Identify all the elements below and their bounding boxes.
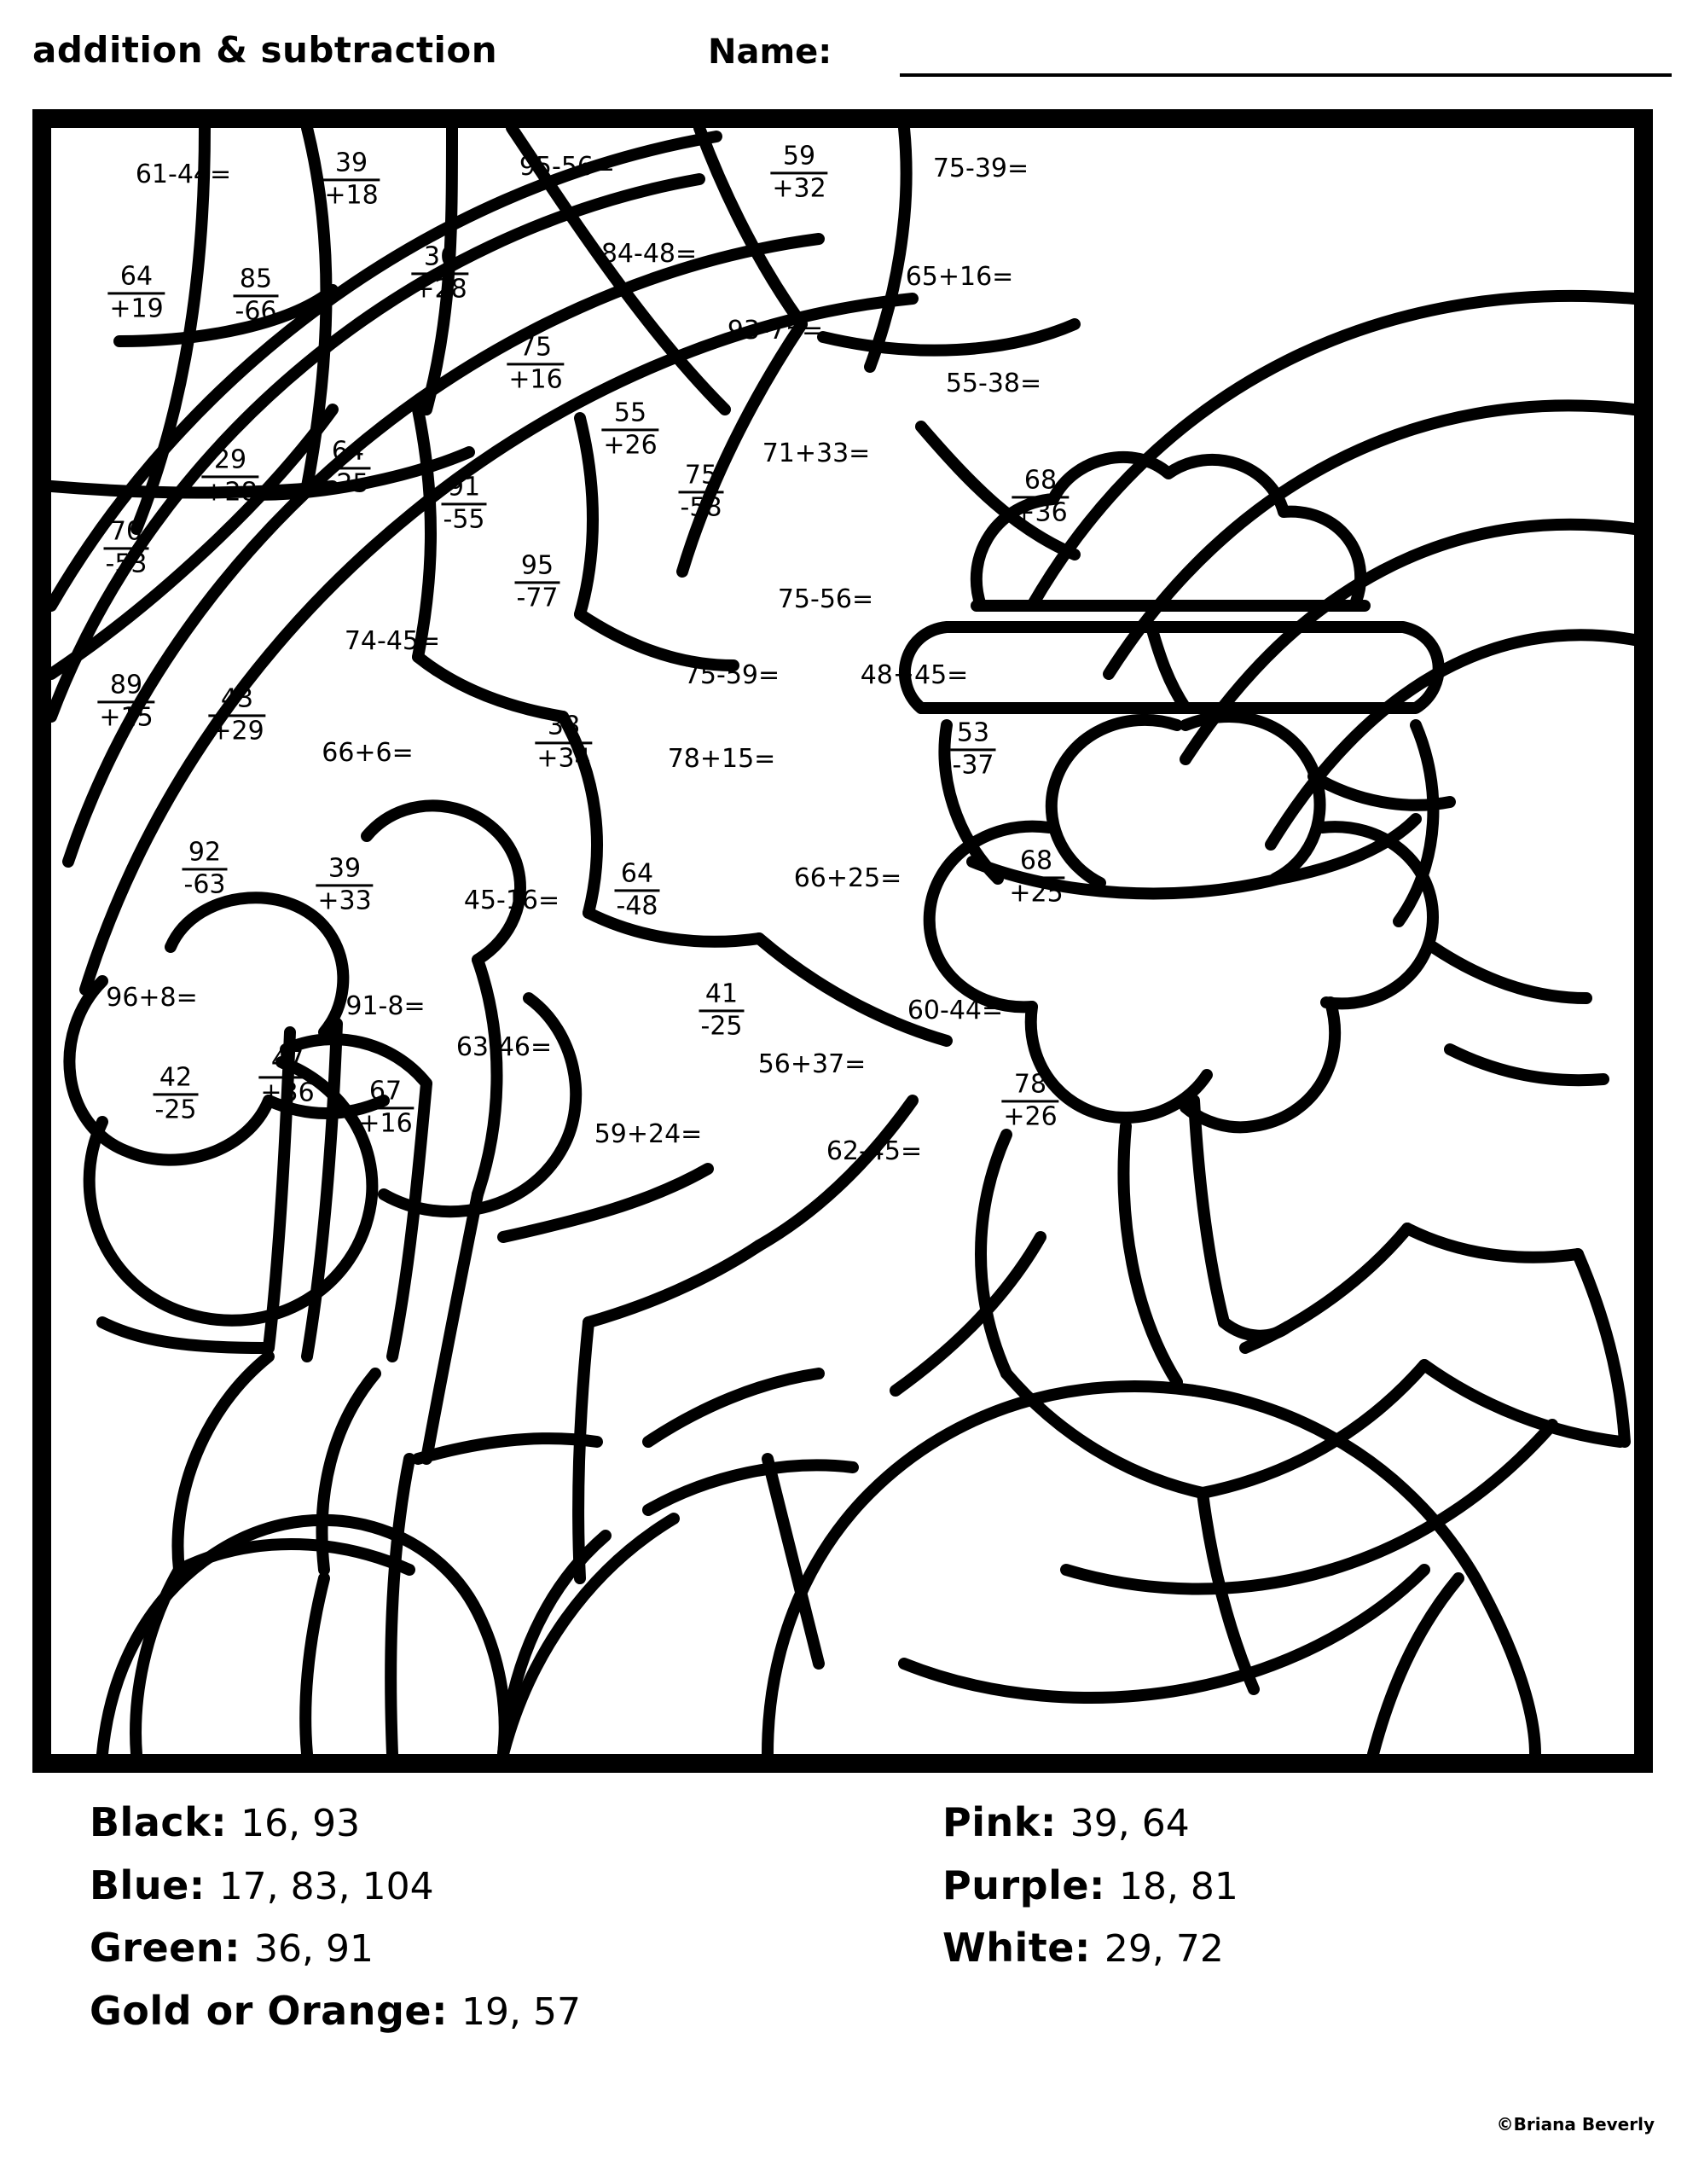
cell-line-2: -25	[154, 1095, 197, 1124]
cell-line-1: 36	[423, 241, 457, 272]
cell-line-1: 60-44=	[907, 996, 1004, 1026]
cell-line-1: 39	[328, 853, 362, 884]
cell-line-1: 55	[613, 398, 647, 428]
cell-line-1: 91	[447, 472, 481, 502]
cell-line-1: 53	[956, 717, 990, 748]
cell-line-2: -25	[327, 468, 369, 498]
color-key-name: Gold or Orange:	[90, 1987, 448, 2034]
puzzle-line-art	[51, 128, 1634, 1754]
cell-line-2: -53	[105, 549, 148, 578]
cell-line-1: 92	[188, 837, 222, 868]
color-key-row	[942, 1800, 1238, 1846]
cell-line-1: 41	[704, 979, 739, 1009]
cell-line-2: +28	[203, 477, 258, 507]
cell-line-2: +15	[99, 702, 154, 732]
name-label: Name:	[708, 32, 832, 72]
cell-line-1: 55-38=	[945, 369, 1042, 399]
color-key-row	[90, 1926, 581, 1972]
cell-line-1: 96+8=	[106, 983, 198, 1014]
cell-line-1: 78	[1013, 1069, 1047, 1100]
color-key-values: 18, 81	[1118, 1864, 1238, 1908]
cell-line-1: 48+45=	[860, 660, 969, 691]
cell-line-2: -58	[680, 492, 722, 522]
cell-line-1: 64	[119, 261, 154, 292]
cell-line-1: 66+6=	[322, 738, 414, 769]
cell-line-2: +26	[603, 430, 658, 460]
cell-line-2: -63	[183, 869, 226, 899]
cell-line-1: 68	[1019, 845, 1053, 876]
cell-line-1: 38	[547, 711, 581, 741]
color-key-row	[90, 1800, 581, 1846]
cell-line-1: 95	[520, 550, 554, 581]
cell-line-2: -25	[700, 1011, 743, 1041]
cell-line-2: +32	[772, 173, 826, 203]
cell-line-1: 74-45=	[344, 626, 441, 657]
color-key-left-column	[90, 1800, 581, 2051]
color-key-values: 16, 93	[241, 1802, 361, 1845]
cell-line-1: 75	[684, 460, 718, 491]
cell-line-1: 67	[368, 1076, 403, 1107]
cell-line-1: 91-8=	[345, 991, 426, 1022]
color-key-right-column	[942, 1800, 1238, 1989]
color-by-number-puzzle	[32, 109, 1653, 1773]
cell-line-1: 75-56=	[777, 584, 874, 615]
cell-line-2: -55	[443, 504, 485, 534]
cell-line-1: 70	[109, 516, 143, 547]
cell-line-1: 75	[519, 332, 553, 363]
cell-line-2: -48	[616, 891, 658, 921]
color-key-name: Pink:	[942, 1799, 1057, 1845]
color-key	[81, 1800, 1616, 2141]
cell-line-1: 68	[1023, 465, 1058, 496]
copyright-credit: ©Briana Beverly	[1496, 2114, 1655, 2135]
cell-line-1: 65+16=	[905, 262, 1014, 293]
cell-line-1: 95-56=	[519, 152, 616, 183]
color-key-values: 29, 72	[1104, 1927, 1224, 1972]
color-key-name: White:	[942, 1925, 1091, 1972]
name-write-line[interactable]	[900, 73, 1672, 77]
cell-line-1: 45-16=	[463, 886, 560, 916]
cell-line-2: +25	[1009, 878, 1064, 908]
cell-line-1: 63-46=	[455, 1032, 553, 1063]
cell-line-1: 29	[213, 444, 247, 475]
cell-line-1: 47	[270, 1045, 304, 1076]
cell-line-2: +36	[260, 1077, 315, 1107]
cell-line-2: +18	[324, 180, 379, 210]
cell-line-2: +19	[109, 293, 164, 323]
page-title: addition & subtraction	[32, 29, 498, 71]
cell-line-2: +36	[1013, 497, 1068, 527]
color-key-name: Purple:	[942, 1862, 1105, 1908]
color-key-values: 39, 64	[1070, 1802, 1190, 1845]
cell-line-1: 93-75=	[727, 316, 824, 346]
cell-line-2: +16	[508, 364, 563, 394]
cell-line-1: 59	[782, 141, 816, 171]
color-key-values: 17, 83, 104	[218, 1864, 434, 1908]
cell-line-1: 78+15=	[667, 744, 776, 775]
color-key-name: Green:	[90, 1925, 241, 1972]
cell-line-2: -66	[235, 296, 277, 326]
cell-line-1: 61-44=	[135, 160, 232, 190]
cell-line-1: 89	[109, 670, 143, 700]
cell-line-1: 39	[334, 148, 368, 178]
cell-line-1: 75-39=	[932, 154, 1029, 184]
cell-line-1: 42	[159, 1062, 193, 1093]
worksheet-header	[26, 20, 1663, 97]
puzzle-inner	[51, 128, 1634, 1754]
cell-line-2: +28	[413, 274, 467, 304]
cell-line-1: 56+37=	[757, 1049, 867, 1080]
cell-line-2: +16	[358, 1108, 413, 1138]
cell-line-2: +33	[317, 886, 372, 915]
cell-line-2: +29	[210, 716, 264, 746]
cell-line-1: 66+25=	[793, 863, 902, 894]
cell-line-2: +34	[536, 743, 591, 773]
color-key-values: 36, 91	[254, 1927, 374, 1972]
cell-line-1: 43	[220, 683, 254, 714]
cell-line-1: 64	[620, 858, 654, 889]
cell-line-2: -77	[516, 583, 559, 613]
cell-line-1: 59+24=	[594, 1119, 703, 1150]
cell-line-1: 85	[239, 264, 273, 294]
color-key-row	[90, 1863, 581, 1909]
color-key-row	[90, 1989, 581, 2035]
color-key-name: Blue:	[90, 1862, 206, 1908]
cell-line-1: 71+33=	[762, 439, 871, 469]
color-key-name: Black:	[90, 1799, 228, 1845]
cell-line-1: 75-59=	[683, 660, 780, 691]
cell-line-1: 62-45=	[826, 1136, 923, 1167]
cell-line-1: 64	[331, 436, 365, 467]
color-key-values: 19, 57	[461, 1989, 581, 2034]
cell-line-2: +26	[1003, 1101, 1058, 1131]
color-key-row	[942, 1863, 1238, 1909]
cell-line-2: -37	[952, 750, 994, 780]
cell-line-1: 84-48=	[600, 239, 698, 270]
color-key-row	[942, 1926, 1238, 1972]
